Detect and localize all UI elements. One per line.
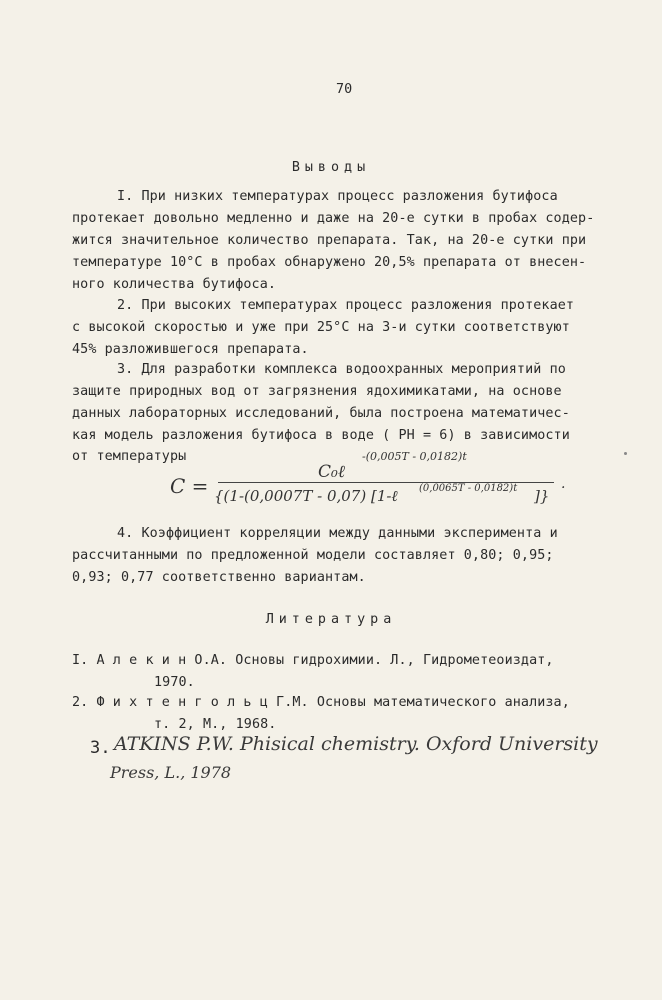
conclusion-3-line: кая модель разложения бутифоса в воде ( PH = 6) в зависимости [72, 428, 570, 443]
conclusion-3-line: 3. Для разработки комплекса водоохранных мероприятий по [117, 362, 566, 377]
conclusion-3-line: от температуры [72, 449, 187, 464]
formula-denominator-exponent: (0,0065T - 0,0182)t [419, 483, 518, 494]
formula-period: . [561, 476, 566, 492]
reference-1-cont: 1970. [154, 675, 195, 690]
formula-numerator: C₀ℓ [318, 462, 345, 482]
formula-lhs: C = [170, 474, 209, 498]
literature-heading: Литература [265, 612, 397, 627]
conclusion-4-line: рассчитанными по предложенной модели составляет 0,80; 0,95; [72, 548, 554, 563]
formula-denominator: {(1-(0,0007T - 0,07) [1-ℓ [214, 487, 398, 505]
page-number: 70 [336, 82, 353, 97]
reference-2: 2. Ф и х т е н г о л ь ц Г.М. Основы математического анализа, [72, 695, 570, 710]
reference-3-number: 3. [90, 738, 111, 758]
conclusion-2-line: 2. При высоких температурах процесс разложения протекает [117, 298, 575, 313]
conclusion-4-line: 0,93; 0,77 соответственно вариантам. [72, 570, 366, 585]
reference-3-handwritten-cont: Press, L., 1978 [110, 763, 232, 782]
conclusion-2-line: 45% разложившегося препарата. [72, 342, 309, 357]
conclusion-4-line: 4. Коэффициент корреляции между данными эксперимента и [117, 526, 558, 541]
conclusion-1-line: ного количества бутифоса. [72, 277, 277, 292]
reference-3-handwritten: ATKINS P.W. Phisical chemistry. Oxford University [114, 733, 598, 755]
reference-1: I. А л е к и н О.А. Основы гидрохимии. Л., Гидрометеоиздат, [72, 653, 554, 668]
conclusion-1-line: протекает довольно медленно и даже на 20-е сутки в пробах содер- [72, 211, 595, 226]
conclusion-1-line: жится значительное количество препарата. Так, на 20-е сутки при [72, 233, 587, 248]
conclusions-heading: Выводы [291, 160, 371, 175]
conclusion-3-line: данных лабораторных исследований, была построена математичес- [72, 406, 570, 421]
reference-2-cont: т. 2, М., 1968. [154, 717, 277, 732]
conclusion-1-line: температуре 10°С в пробах обнаружено 20,5% препарата от внесен- [72, 255, 587, 270]
conclusion-3-line: защите природных вод от загрязнения ядохимикатами, на основе [72, 384, 562, 399]
margin-mark [624, 452, 627, 455]
conclusion-1-line: I. При низких температурах процесс разложения бутифоса [117, 189, 558, 204]
conclusion-2-line: с высокой скоростью и уже при 25°С на 3-и сутки соответствуют [72, 320, 570, 335]
formula-numerator-exponent: -(0,005T - 0,0182)t [362, 450, 467, 463]
formula-denominator-close: ]} [534, 487, 550, 505]
